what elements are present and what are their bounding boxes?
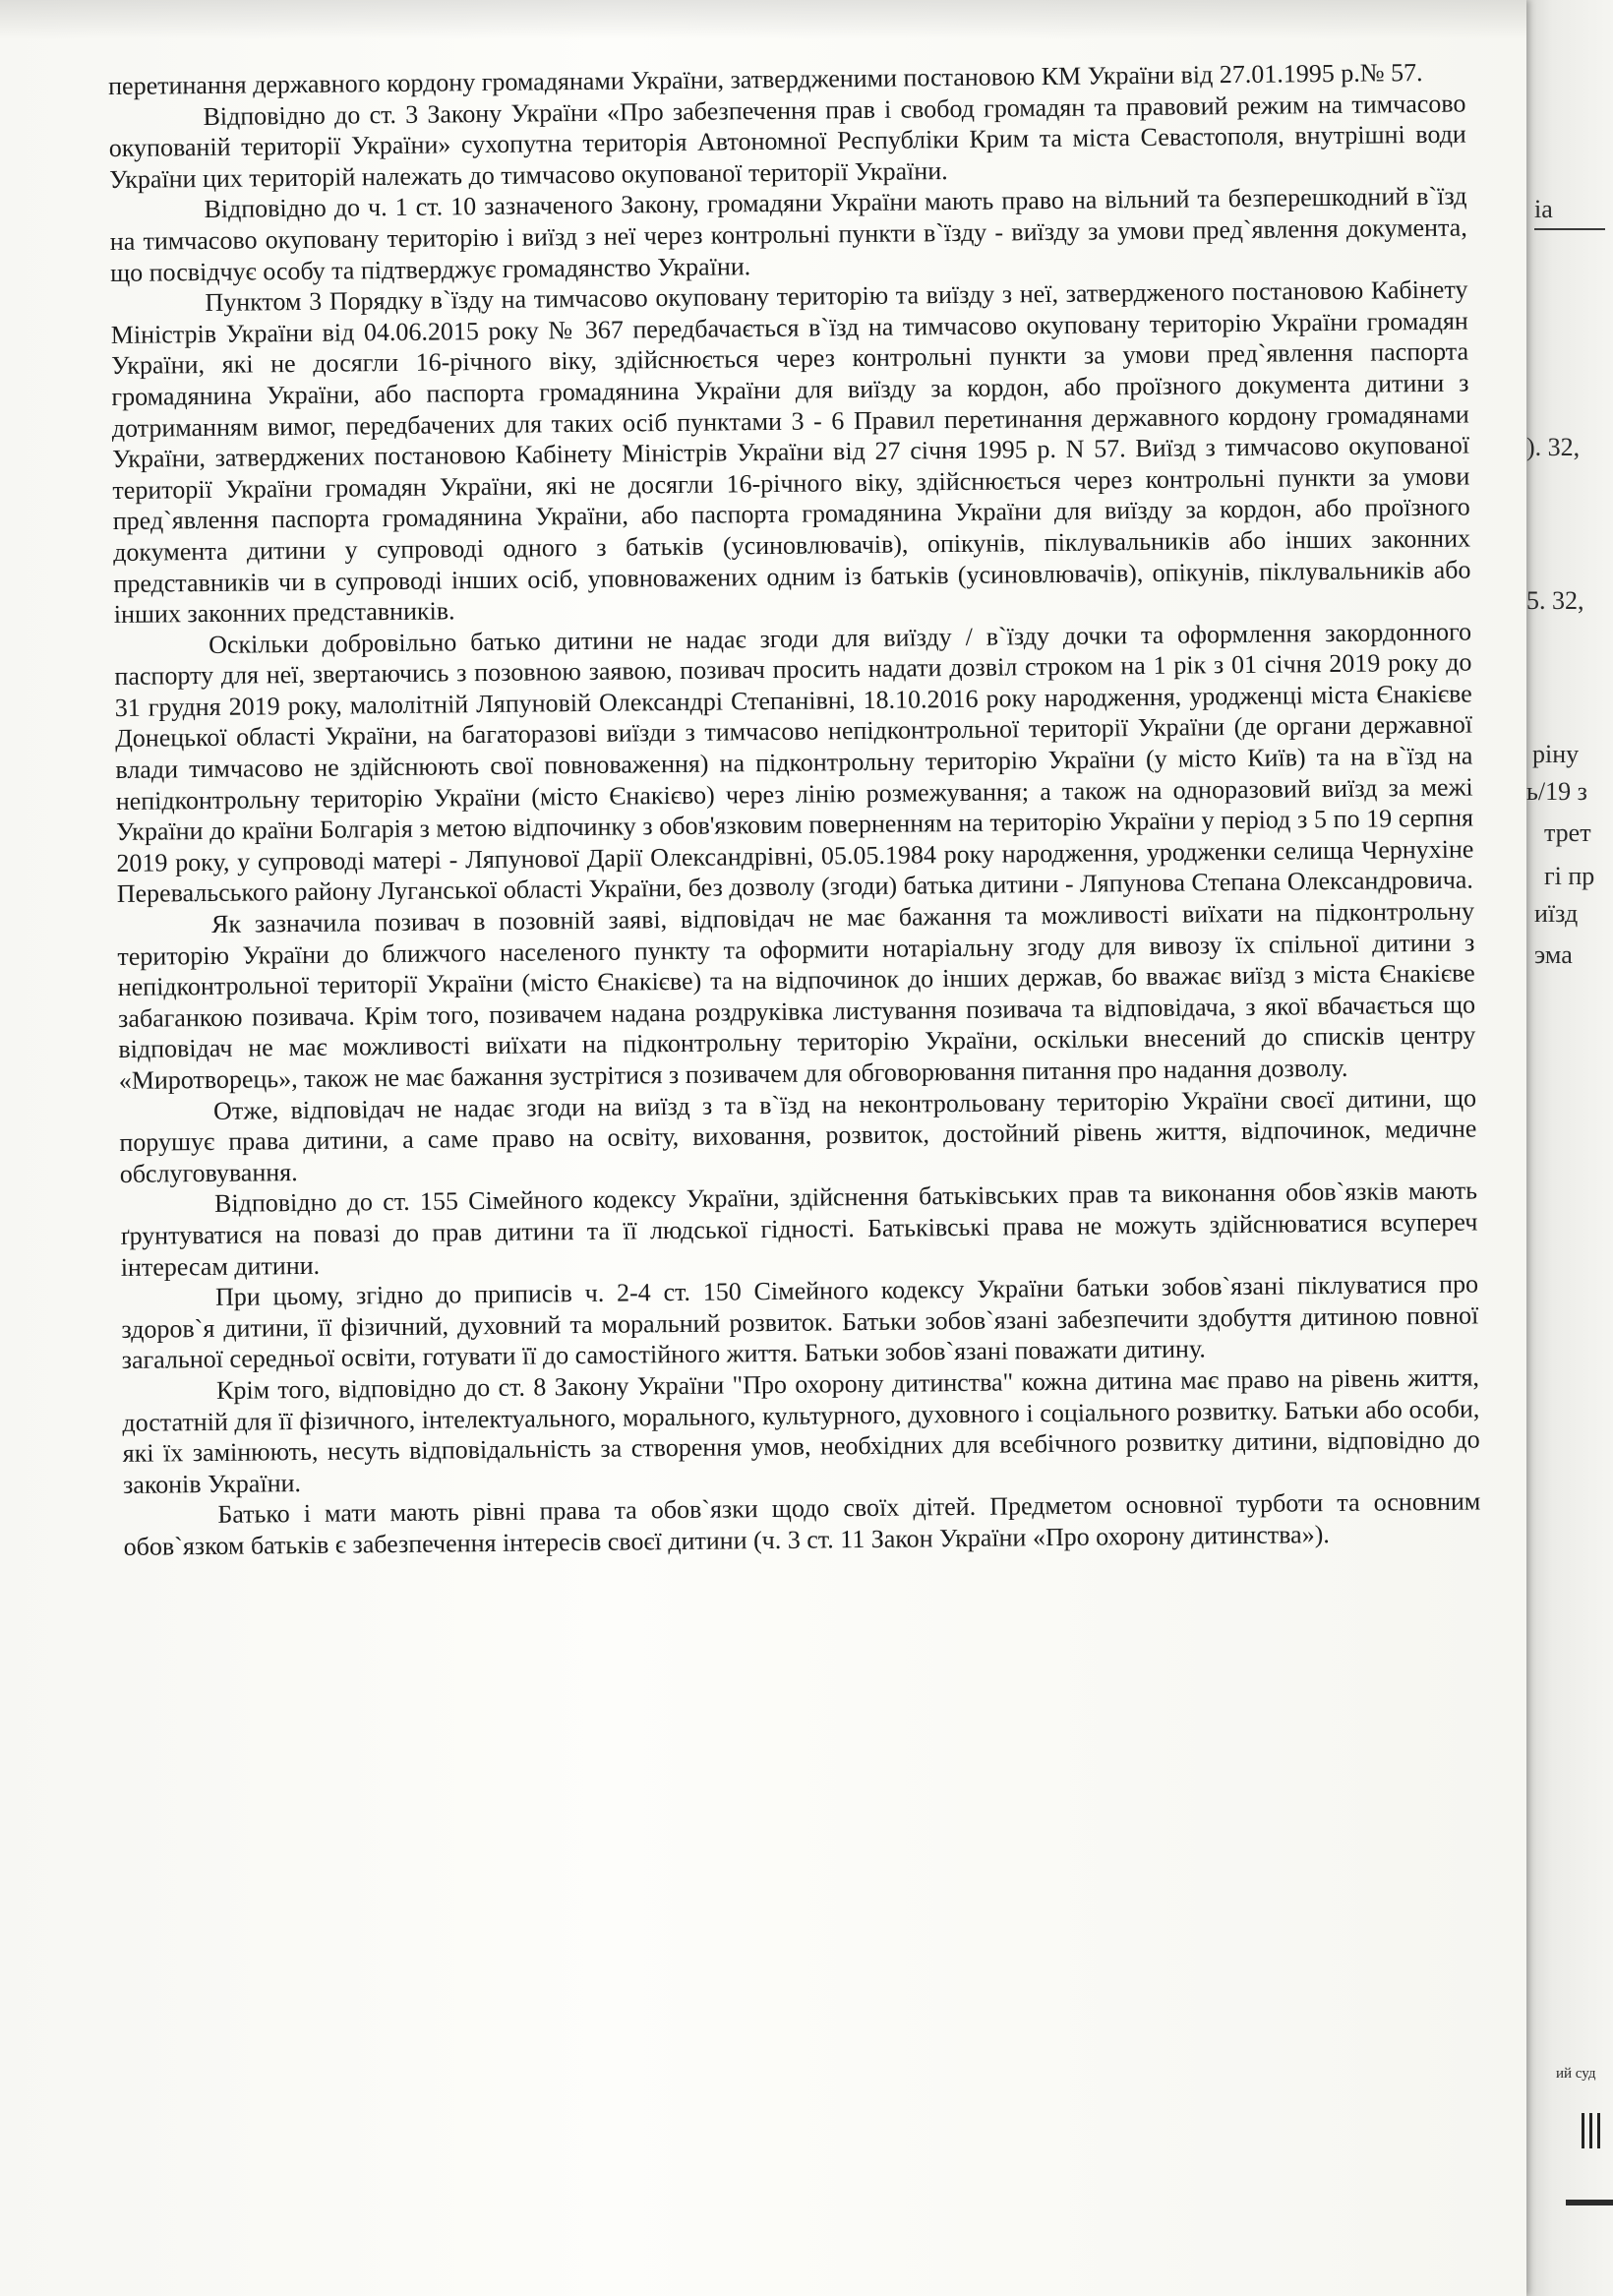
underlying-fragment-5: ь/19 з	[1526, 777, 1587, 806]
paragraph-4: Пунктом 3 Порядку в`їзду на тимчасово окуповану територію та виїзду з неї, затвердженого постановою Кабінету Міністрів України від 04.06.2015 року № 367 передбачається в`їзд на тимчасово окуповану територію України громадян України, які не досягли 16-річного віку, здійснюється через контрольні пункти за умови пред`явлення паспорта громадянина України, або паспорта громадянина України для виїзду за кордон, або проїзного документа дитини з дотриманням вимог, передбачених для таких осіб пунктами 3 - 6 Правил перетинання державного кордону громадянами України, затверджених постановою Кабінету Міністрів України від 27 січня 1995 р. N 57. Виїзд з тимчасово окупованої території України громадян України, які не досягли 16-річного віку, здійснюється через контрольні пункти за умови пред`явлення паспорта громадянина України, або паспорта громадянина України для виїзду за кордон, або проїзного документа дитини у супроводі одного з батьків (усиновлювачів), опікунів, піклувальників або інших законних представників чи в супроводі інших осіб, уповноважених одним із батьків (усиновлювачів), опікунів, піклувальників або інших законних представників.	[110, 274, 1471, 630]
paragraph-11: Батько і мати мають рівні права та обов`язки щодо своїх дітей. Предметом основної турботи та основним обов`язком батьків є забезпечення інтересів своєї дитини (ч. 3 ст. 11 Закон України «Про охорону дитинства»).	[123, 1486, 1481, 1561]
underlying-fragment-10: ий суд	[1556, 2066, 1596, 2082]
document-body	[108, 57, 1481, 1563]
paragraph-2: Відповідно до ст. 3 Закону України «Про забезпечення прав і свобод громадян та правовий режим на тимчасово окупованій території України» сухопутна територія Автономної Республіки Крим та міста Севастополя, внутрішні води України цих територій належать до тимчасово окупованої території України.	[108, 89, 1466, 194]
paragraph-5: Оскільки добровільно батько дитини не надає згоди для виїзду / в`їзду дочки та оформлення закордонного паспорту для неї, звертаючись з позовною заявою, позивач просить надати дозвіл строком на 1 рік з 01 січня 2019 року до 31 грудня 2019 року, малолітній Ляпуновій Олександрі Степанівні, 18.10.2016 року народження, уродженці міста Єнакієве Донецької області України, на багаторазові виїзди з тимчасово непідконтрольної території України (де органи державної влади тимчасово не здійснюють свої повноваження) на підконтрольну територію України (у місто Київ) та на в`їзд на непідконтрольну територію України (місто Єнакієво) через лінію розмежування; а також на одноразовий виїзд за межі України до країни Болгарія з метою відпочинку з обов'язковим поверненням на територію України у період з 5 по 19 серпня 2019 року, у супроводі матері - Ляпунової Дарії Олександрівні, 05.05.1984 року народження, уродженки селища Чернухіне Перевальського району Луганської області України, без дозволу (згоди) батька дитини - Ляпунова Степана Олександровича.	[114, 617, 1474, 909]
underlying-fragment-8: иїзд	[1534, 899, 1579, 928]
paragraph-8: Відповідно до ст. 155 Сімейного кодексу України, здійснення батьківських прав та виконання обов`язків мають ґрунтуватися на повазі до прав дитини та її людської гідності. Батьківські права не можуть здійснюватися всупереч інтересам дитини.	[120, 1176, 1478, 1282]
underlying-fragment-4: ріну	[1532, 740, 1580, 768]
underlying-fragment-6: трет	[1544, 818, 1591, 847]
sheet-edge-shadow	[1566, 2200, 1613, 2205]
page-scan-shadow	[0, 0, 1526, 39]
paragraph-10: Крім того, відповідно до ст. 8 Закону України "Про охорону дитинства" кожна дитина має право на рівень життя, достатній для її фізичного, інтелектуального, морального, культурного, духовного і соціального розвитку. Батьки або особи, які їх замінюють, несуть відповідальність за створення умов, необхідних для всебічного розвитку дитини, відповідно до законів України.	[122, 1362, 1480, 1499]
underlying-page	[1526, 0, 1613, 2296]
paragraph-1: перетинання державного кордону громадянами України, затвердженими постановою КМ України від 27.01.1995 р.№ 57.	[108, 58, 1423, 100]
underlying-mark	[1589, 2113, 1592, 2148]
paragraph-7: Отже, відповідач не надає згоди на виїзд з та в`їзд на неконтрольовану територію України своєї дитини, що порушує права дитини, а саме право на освіту, виховання, розвиток, достойний рівень життя, відпочинок, медичне обслуговування.	[119, 1083, 1477, 1188]
paragraph-6: Як зазначила позивач в позовній заяві, відповідач не має бажання та можливості виїхати на підконтрольну територію України до ближчого населеного пункту та оформити нотаріальну згоду для вивозу їх спільної дитини з непідконтрольної території України (місто Єнакієве) та на відпочинок до інших держав, бо вважає виїзд з міста Єнакієве забаганкою позивача. Крім того, позивачем надана роздруківка листування позивача та відповідача, з якої вбачається що відповідач не має можливості виїхати на підконтрольну територію України, оскільки внесений до списків центру «Миротворець», також не має бажання зустрітися з позивачем для обговорювання питання про надання дозволу.	[117, 896, 1476, 1095]
underlying-mark	[1582, 2113, 1584, 2148]
underlying-fragment-1: іа	[1534, 195, 1553, 223]
underlying-fragment-3: 5. 32,	[1526, 586, 1584, 615]
paragraph-3: Відповідно до ч. 1 ст. 10 зазначеного Закону, громадяни України мають право на вільний та безперешкодний в`їзд на тимчасово окуповану територію і виїзд з неї через контрольні пункти в`їзду - виїзду за умови пред`явлення документа, що посвідчує особу та підтверджує громадянство України.	[109, 181, 1467, 287]
paragraph-9: При цьому, згідно до приписів ч. 2-4 ст. 150 Сімейного кодексу України батьки зобов`язані піклуватися про здоров`я дитини, її фізичний, духовний та моральний розвиток. Батьки зобов`язані забезпечити здобуття дитиною повної загальної середньої освіти, готувати її до самостійного життя. Батьки зобов`язані поважати дитину.	[121, 1269, 1479, 1375]
underlying-fragment-9: эма	[1534, 940, 1573, 969]
underlying-mark	[1597, 2113, 1600, 2148]
underlying-fragment-2: ). 32,	[1526, 433, 1581, 461]
underlying-fragment-7: гі пр	[1544, 862, 1595, 890]
underlying-underline	[1534, 228, 1605, 230]
